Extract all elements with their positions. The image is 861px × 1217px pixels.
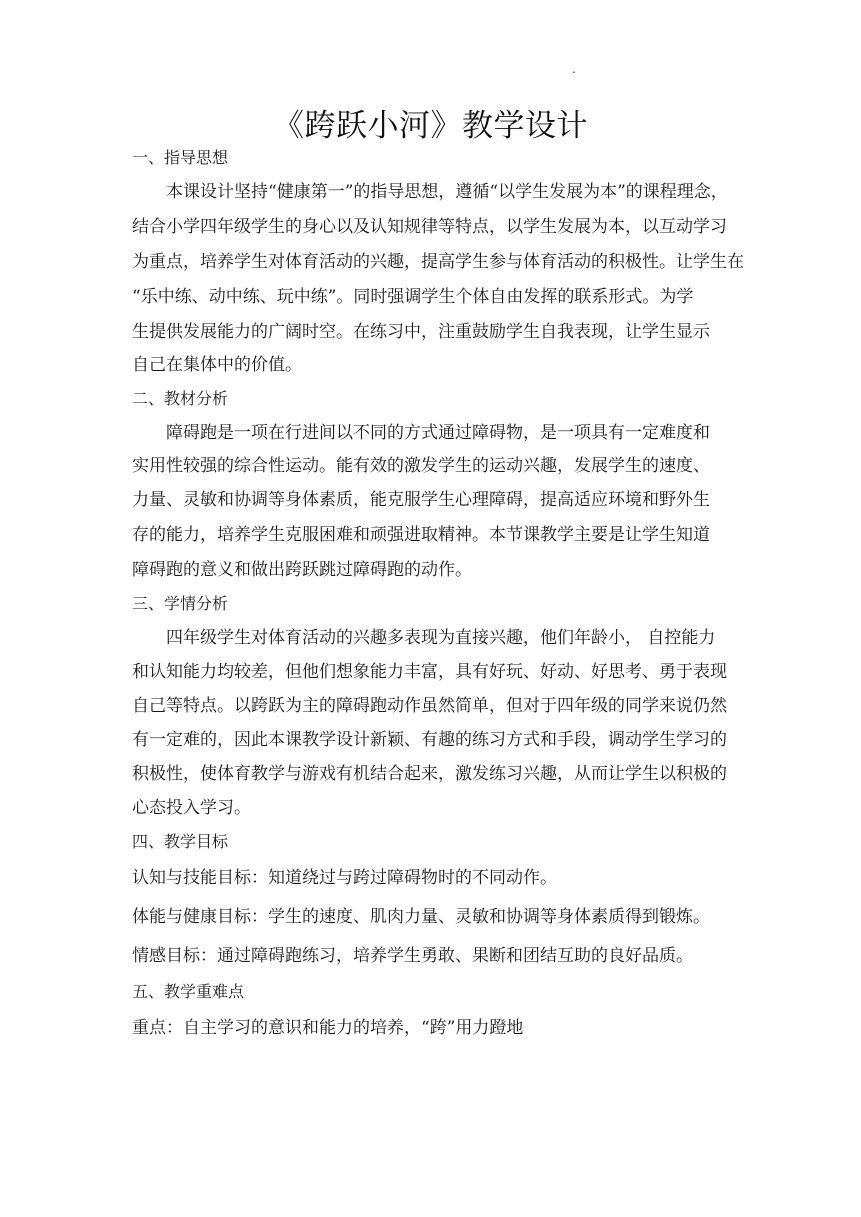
section-heading: 四、教学目标	[132, 832, 229, 851]
paragraph-line: 存的能力，培养学生克服困难和顽强进取精神。本节课教学主要是让学生知道	[132, 525, 710, 545]
section-heading: 五、教学重难点	[132, 982, 245, 1001]
paragraph-line: 积极性，使体育教学与游戏有机结合起来，激发练习兴趣，从而让学生以积极的	[132, 764, 727, 784]
paragraph-line: 自己在集体中的价值。	[132, 355, 302, 375]
paragraph-line: 障碍跑是一项在行进间以不同的方式通过障碍物，是一项具有一定难度和	[166, 423, 710, 443]
objective-line: 情感目标：通过障碍跑练习，培养学生勇敢、果断和团结互助的良好品质。	[132, 946, 693, 966]
paragraph-line: 自己等特点。以跨跃为主的障碍跑动作虽然简单，但对于四年级的同学来说仍然	[132, 696, 727, 716]
document-title: 《跨跃小河》教学设计	[273, 108, 588, 144]
paragraph-line: 和认知能力均较差，但他们想象能力丰富，具有好玩、好动、好思考、勇于表现	[132, 662, 727, 682]
paragraph-line: 生提供发展能力的广阔时空。在练习中，注重鼓励学生自我表现，让学生显示	[132, 322, 710, 342]
paragraph-line: 为重点，培养学生对体育活动的兴趣，提高学生参与体育活动的积极性。让学生在	[132, 252, 744, 272]
paragraph-line: 障碍跑的意义和做出跨跃跳过障碍跑的动作。	[132, 560, 472, 580]
paragraph-line: 实用性较强的综合性运动。能有效的激发学生的运动兴趣，发展学生的速度、	[132, 456, 710, 476]
paragraph-line: 有一定难的，因此本课教学设计新颖、有趣的练习方式和手段，调动学生学习的	[132, 730, 727, 750]
key-point-line: 重点：自主学习的意识和能力的培养，“跨”用力蹬地	[132, 1018, 524, 1038]
section-heading: 三、学情分析	[132, 594, 229, 613]
objective-line: 体能与健康目标：学生的速度、肌肉力量、灵敏和协调等身体素质得到锻炼。	[132, 907, 710, 927]
paragraph-line: 力量、灵敏和协调等身体素质，能克服学生心理障碍，提高适应环境和野外生	[132, 490, 710, 510]
paragraph-line: 四年级学生对体育活动的兴趣多表现为直接兴趣，他们年龄小， 自控能力	[166, 628, 716, 648]
paragraph-line: “乐中练、动中练、玩中练”。同时强调学生个体自由发挥的联系形式。为学	[132, 287, 694, 307]
paragraph-line: 结合小学四年级学生的身心以及认知规律等特点，以学生发展为本，以互动学习	[132, 217, 727, 237]
section-heading: 一、指导思想	[132, 148, 229, 167]
section-heading: 二、教材分析	[132, 389, 229, 408]
objective-line: 认知与技能目标：知道绕过与跨过障碍物时的不同动作。	[132, 868, 557, 888]
paragraph-line: 心态投入学习。	[132, 798, 251, 818]
header-mark: .	[572, 62, 576, 76]
paragraph-line: 本课设计坚持“健康第一”的指导思想，遵循“以学生发展为本”的课程理念，	[166, 182, 728, 202]
